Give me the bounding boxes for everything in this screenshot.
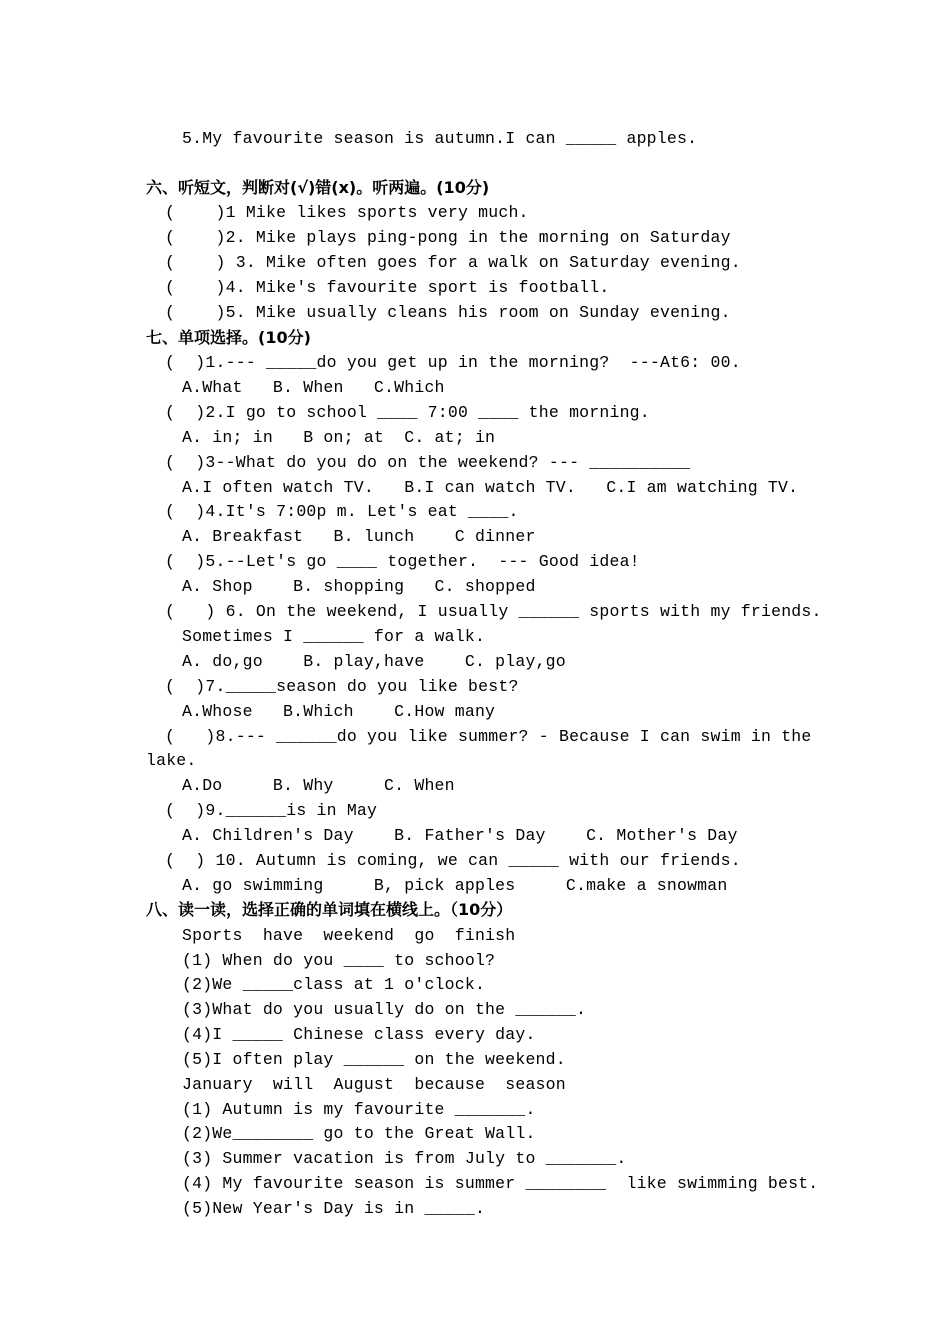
listening-item: ( )2. Mike plays ping-pong in the morning on Saturday — [165, 228, 731, 247]
section-8-heading: 八、读一读，选择正确的单词填在横线上。（10分） — [146, 900, 513, 919]
question-line: ( )9.______is in May — [165, 801, 378, 820]
question-line: ( ) 10. Autumn is coming, we can _____ with our friends. — [165, 851, 741, 870]
fill-in-item: (1) Autumn is my favourite _______. — [182, 1100, 536, 1119]
fill-in-item: (3)What do you usually do on the ______. — [182, 1000, 587, 1019]
options-line: A.Whose B.Which C.How many — [182, 702, 496, 721]
fill-in-item: (4)I _____ Chinese class every day. — [182, 1025, 536, 1044]
options-line: A.What B. When C.Which — [182, 378, 445, 397]
listening-item: ( )5. Mike usually cleans his room on Sunday evening. — [165, 303, 731, 322]
question-line: ( )5.--Let's go ____ together. --- Good idea! — [165, 552, 640, 571]
question-line: ( )2.I go to school ____ 7:00 ____ the morning. — [165, 403, 650, 422]
section-7-heading: 七、单项选择。(10分) — [146, 328, 311, 347]
options-line: A. Breakfast B. lunch C dinner — [182, 527, 536, 546]
fill-in-item: (3) Summer vacation is from July to _______. — [182, 1149, 627, 1168]
question-line: ( )7._____season do you like best? — [165, 677, 519, 696]
fill-in-item: (5)New Year's Day is in _____. — [182, 1199, 486, 1218]
section-6-heading: 六、听短文，判断对(√)错(x)。听两遍。(10分) — [146, 178, 490, 197]
word-bank: Sports have weekend go finish — [182, 926, 516, 945]
question-line-continued: Sometimes I ______ for a walk. — [182, 627, 486, 646]
question-line: ( )8.--- ______do you like summer? - Because I can swim in the — [165, 727, 812, 746]
options-line: A. do,go B. play,have C. play,go — [182, 652, 566, 671]
fill-in-item: (4) My favourite season is summer ________ like swimming best. — [182, 1174, 819, 1193]
listening-item: ( ) 3. Mike often goes for a walk on Saturday evening. — [165, 253, 741, 272]
options-line: A.I often watch TV. B.I can watch TV. C.I am watching TV. — [182, 478, 799, 497]
options-line: A. Children's Day B. Father's Day C. Mother's Day — [182, 826, 738, 845]
question-line: ( ) 6. On the weekend, I usually ______ sports with my friends. — [165, 602, 822, 621]
question-line: ( )1.--- _____do you get up in the morning? ---At6: 00. — [165, 353, 741, 372]
options-line: A. Shop B. shopping C. shopped — [182, 577, 536, 596]
options-line: A.Do B. Why C. When — [182, 776, 455, 795]
question-line: ( )4.It's 7:00p m. Let's eat ____. — [165, 502, 519, 521]
fill-in-item: (1) When do you ____ to school? — [182, 951, 496, 970]
fill-in-item: (2)We________ go to the Great Wall. — [182, 1124, 536, 1143]
fill-in-item: (2)We _____class at 1 o'clock. — [182, 975, 486, 994]
question-line: ( )3--What do you do on the weekend? --- __________ — [165, 453, 691, 472]
question-line-continued: lake. — [146, 751, 197, 770]
fill-in-item: (5)I often play ______ on the weekend. — [182, 1050, 566, 1069]
listening-item: ( )1 Mike likes sports very much. — [165, 203, 529, 222]
options-line: A. in; in B on; at C. at; in — [182, 428, 496, 447]
word-bank: January will August because season — [182, 1075, 566, 1094]
options-line: A. go swimming B, pick apples C.make a snowman — [182, 876, 728, 895]
listening-item: ( )4. Mike's favourite sport is football. — [165, 278, 610, 297]
fill-in-item-5: 5.My favourite season is autumn.I can _____ apples. — [182, 129, 698, 148]
